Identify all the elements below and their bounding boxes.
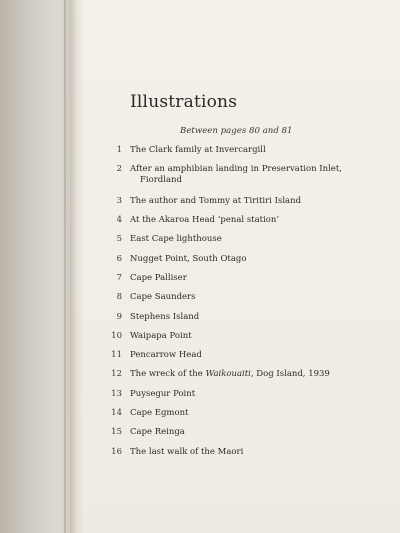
item-caption: Cape Saunders bbox=[130, 292, 196, 303]
list-item bbox=[106, 234, 386, 253]
item-caption: Waipapa Point bbox=[130, 330, 192, 341]
list-item bbox=[106, 427, 386, 446]
page-title: Illustrations bbox=[130, 92, 238, 112]
item-caption bbox=[130, 164, 360, 186]
list-item bbox=[106, 331, 386, 350]
list-item bbox=[106, 273, 386, 292]
item-caption: Cape Reinga bbox=[130, 427, 185, 438]
illustrations-list bbox=[106, 145, 386, 466]
item-caption-line2: Fiordland bbox=[140, 175, 182, 186]
item-caption: Cape Egmont bbox=[130, 408, 189, 419]
item-caption: At the Akaroa Head ‘penal station’ bbox=[130, 215, 280, 226]
list-item bbox=[106, 145, 386, 164]
item-number: 2 bbox=[116, 164, 122, 175]
list-item bbox=[106, 389, 386, 408]
list-item bbox=[106, 408, 386, 427]
page-subheading: Between pages 80 and 81 bbox=[180, 126, 293, 136]
list-item bbox=[106, 312, 386, 331]
item-caption: Puysegur Point bbox=[130, 388, 196, 399]
item-caption-suffix: , Dog Island, 1939 bbox=[250, 369, 330, 380]
list-item bbox=[106, 350, 386, 369]
item-caption: Pencarrow Head bbox=[130, 350, 202, 361]
item-caption: Nugget Point, South Otago bbox=[130, 253, 247, 264]
item-number: 9 bbox=[116, 311, 122, 322]
item-caption: The Clark family at Invercargill bbox=[130, 145, 266, 155]
item-number: 5 bbox=[116, 234, 122, 245]
item-caption: East Cape lighthouse bbox=[130, 234, 222, 245]
item-number: 14 bbox=[111, 408, 122, 419]
item-number: 12 bbox=[111, 369, 122, 380]
book-page bbox=[70, 0, 400, 533]
list-item bbox=[106, 254, 386, 273]
item-caption bbox=[130, 369, 360, 380]
list-item bbox=[106, 215, 386, 234]
list-item bbox=[106, 447, 386, 466]
item-number: 8 bbox=[116, 292, 122, 303]
item-number: 1 bbox=[116, 145, 122, 155]
item-number: 7 bbox=[116, 272, 122, 283]
item-number: 4 bbox=[116, 215, 122, 226]
item-caption: Stephens Island bbox=[130, 311, 200, 322]
item-number: 11 bbox=[111, 350, 122, 361]
item-number: 6 bbox=[116, 253, 122, 264]
item-caption-line1: After an amphibian landing in Preservation Inlet, bbox=[130, 164, 342, 175]
facing-page-edge bbox=[0, 0, 70, 533]
item-number: 15 bbox=[111, 427, 122, 438]
list-item bbox=[106, 196, 386, 215]
list-item bbox=[106, 164, 386, 196]
item-caption: The author and Tommy at Tiritiri Island bbox=[130, 195, 302, 206]
item-number: 13 bbox=[111, 388, 122, 399]
list-item bbox=[106, 369, 386, 388]
page-content bbox=[70, 0, 400, 533]
list-item bbox=[106, 292, 386, 311]
item-caption: The last walk of the Maori bbox=[130, 446, 244, 457]
item-caption: Cape Palliser bbox=[130, 272, 187, 283]
item-number: 16 bbox=[111, 446, 122, 457]
item-number: 10 bbox=[111, 330, 122, 341]
item-caption-prefix: The wreck of the bbox=[130, 369, 206, 380]
page-edge-line bbox=[64, 0, 66, 533]
ship-name: Waikouaiti bbox=[205, 369, 251, 380]
item-number: 3 bbox=[116, 195, 122, 206]
